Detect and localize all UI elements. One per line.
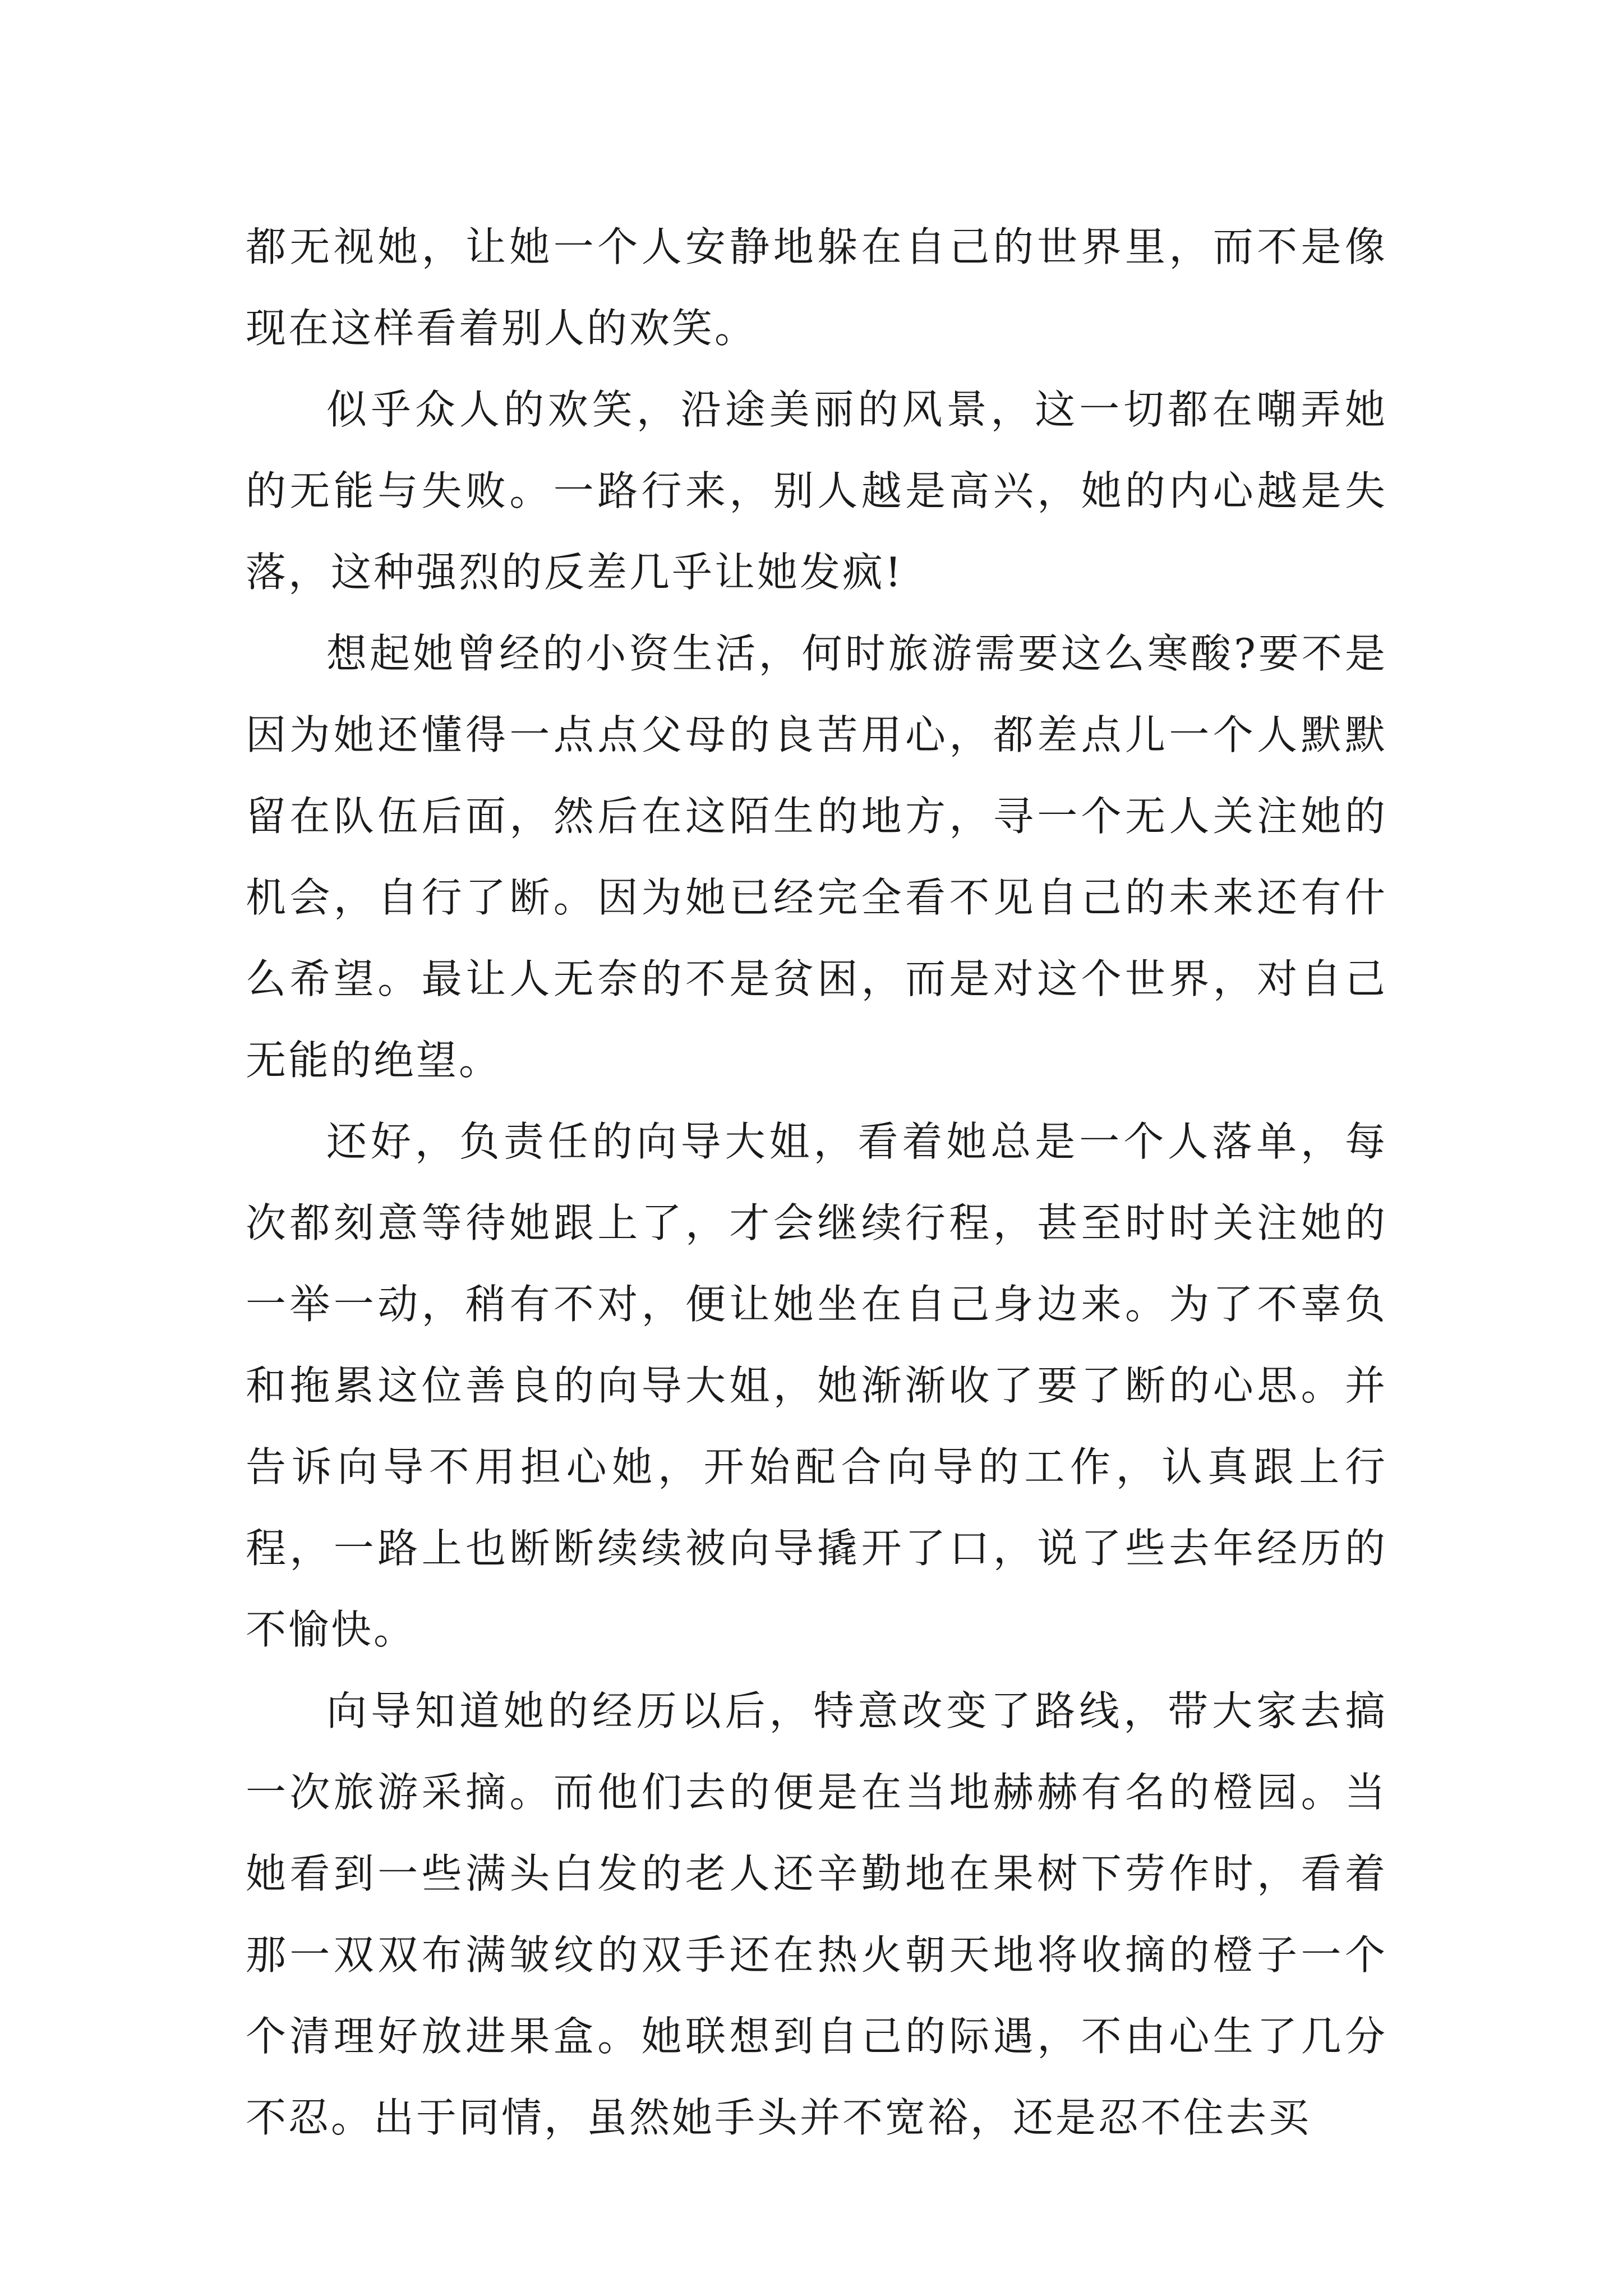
paragraph-1: 都无视她，让她一个人安静地躲在自己的世界里，而不是像现在这样看着别人的欢笑。 bbox=[246, 223, 1387, 352]
paragraph-4: 还好，负责任的向导大姐，看着她总是一个人落单，每次都刻意等待她跟上了，才会继续行程，甚至时时关注她的一举一动，稍有不对，便让她坐在自己身边来。为了不辜负和拖累这位善良的向导大姐，她渐渐收了要了断的心思。并告诉向导不用担心她，开始配合向导的工作，认真跟上行程，一路上也断断续续被向导撬开了口，说了些去年经历的不愉快。 bbox=[246, 1118, 1387, 1653]
paragraph-2: 似乎众人的欢笑，沿途美丽的风景，这一切都在嘲弄她的无能与失败。一路行来，别人越是高兴，她的内心越是失落，这种强烈的反差几乎让她发疯! bbox=[246, 386, 1387, 596]
paragraph-5: 向导知道她的经历以后，特意改变了路线，带大家去搞一次旅游采摘。而他们去的便是在当地赫赫有名的橙园。当她看到一些满头白发的老人还辛勤地在果树下劳作时，看着那一双双布满皱纹的双手还在热火朝天地将收摘的橙子一个个清理好放进果盒。她联想到自己的际遇，不由心生了几分不忍。出于同情，虽然她手头并不宽裕，还是忍不住去买 bbox=[246, 1687, 1387, 2141]
document-body bbox=[246, 206, 1387, 2159]
paragraph-3: 想起她曾经的小资生活，何时旅游需要这么寒酸?要不是因为她还懂得一点点父母的良苦用心，都差点儿一个人默默留在队伍后面，然后在这陌生的地方，寻一个无人关注她的机会，自行了断。因为她已经完全看不见自己的未来还有什么希望。最让人无奈的不是贫困，而是对这个世界，对自己无能的绝望。 bbox=[246, 630, 1387, 1084]
